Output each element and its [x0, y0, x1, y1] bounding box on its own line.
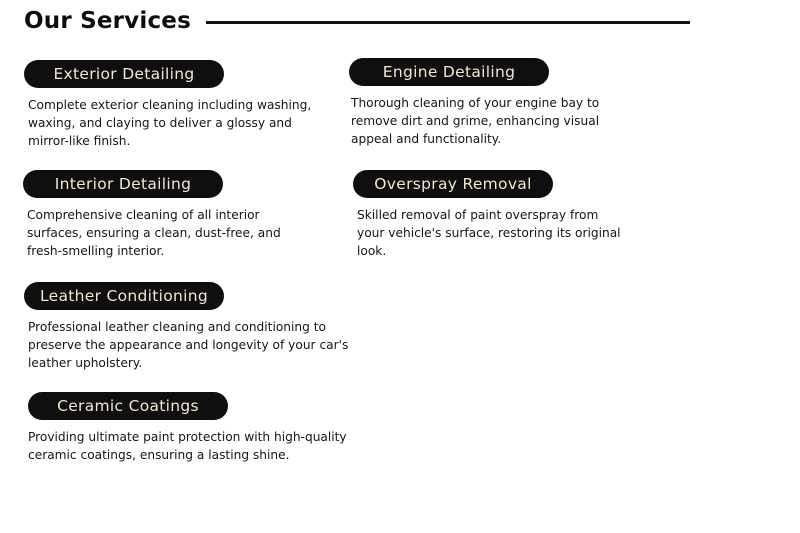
service-title-pill: Leather Conditioning [24, 282, 224, 310]
service-title-pill: Engine Detailing [349, 58, 549, 86]
service-title-pill: Interior Detailing [23, 170, 223, 198]
service-title-pill: Overspray Removal [353, 170, 553, 198]
service-description [27, 206, 327, 260]
title-divider [206, 21, 690, 24]
service-description-line: your vehicle's surface, restoring its original [357, 226, 621, 240]
service-title-pill: Exterior Detailing [24, 60, 224, 88]
section-header [24, 4, 690, 38]
service-description-line: Professional leather cleaning and conditioning to [28, 320, 326, 334]
service-description-line: remove dirt and grime, enhancing visual [351, 114, 600, 128]
service-description-line: preserve the appearance and longevity of your car's [28, 338, 349, 352]
service-description [351, 94, 651, 148]
service-description-line: fresh-smelling interior. [27, 244, 165, 258]
service-description [28, 96, 348, 150]
service-description-line: Thorough cleaning of your engine bay to [351, 96, 600, 110]
service-description-line: Skilled removal of paint overspray from [357, 208, 599, 222]
service-description [357, 206, 657, 260]
service-description [28, 318, 368, 372]
service-description-line: appeal and functionality. [351, 132, 502, 146]
service-description [28, 428, 368, 464]
page-title: Our Services [24, 8, 191, 34]
service-title-pill: Ceramic Coatings [28, 392, 228, 420]
service-description-line: look. [357, 244, 387, 258]
service-description-line: Comprehensive cleaning of all interior [27, 208, 260, 222]
service-description-line: Complete exterior cleaning including washing, [28, 98, 312, 112]
service-description-line: leather upholstery. [28, 356, 143, 370]
service-description-line: mirror-like finish. [28, 134, 131, 148]
service-description-line: waxing, and claying to deliver a glossy and [28, 116, 292, 130]
service-description-line: surfaces, ensuring a clean, dust-free, and [27, 226, 281, 240]
service-description-line: ceramic coatings, ensuring a lasting shine. [28, 448, 290, 462]
service-description-line: Providing ultimate paint protection with high-quality [28, 430, 347, 444]
